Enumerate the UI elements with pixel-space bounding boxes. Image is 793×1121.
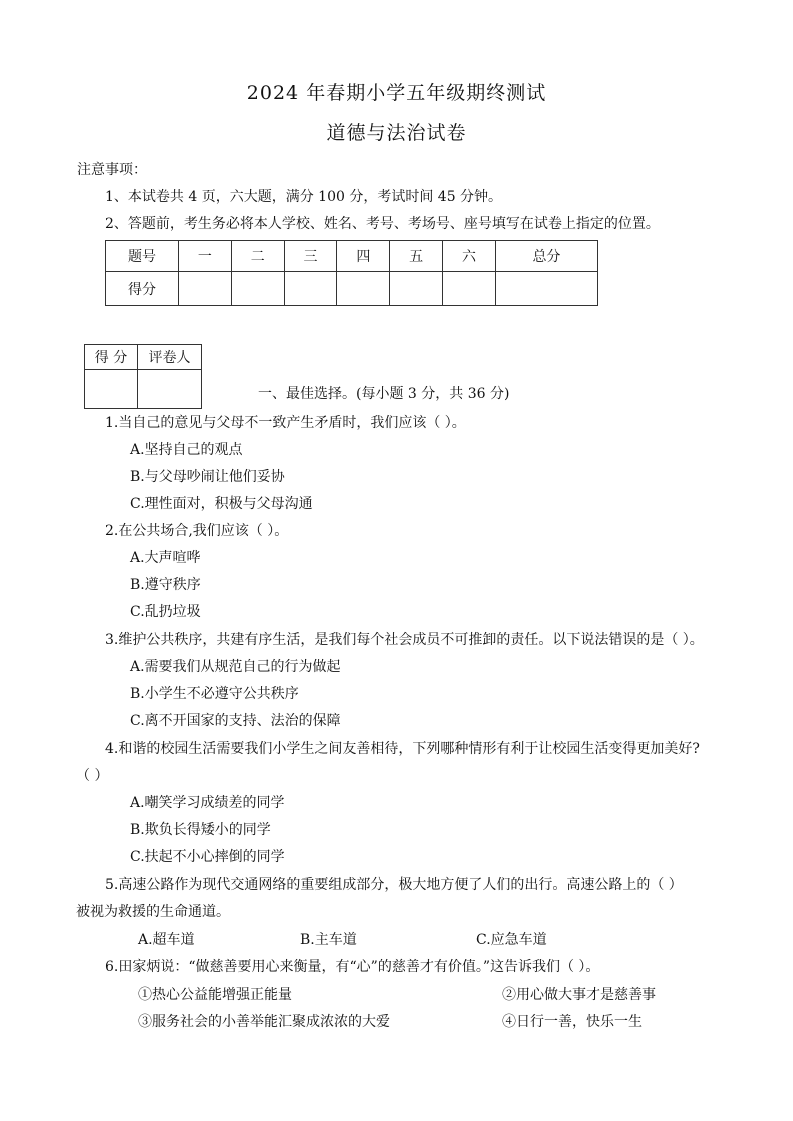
question-3-option-b: B.小学生不必遵守公共秩序 (130, 686, 299, 702)
question-6-option-4: ④日行一善，快乐一生 (502, 1014, 642, 1030)
grader-score-label: 得 分 (85, 345, 138, 370)
note-item-1: 1、本试卷共 4 页，六大题，满分 100 分，考试时间 45 分钟。 (105, 189, 503, 205)
question-6-option-3: ③服务社会的小善举能汇聚成浓浓的大爱 (138, 1014, 390, 1030)
score-header-cell: 六 (443, 241, 496, 272)
score-table (105, 240, 598, 306)
question-1-option-a: A.坚持自己的观点 (130, 442, 243, 458)
grader-name-label: 评卷人 (138, 345, 202, 370)
question-2-option-c: C.乱扔垃圾 (130, 604, 201, 620)
score-table-score-row (106, 272, 598, 306)
question-3-option-a: A.需要我们从规范自己的行为做起 (130, 659, 341, 675)
question-1-stem: 1.当自己的意见与父母不一致产生矛盾时，我们应该（ ）。 (105, 415, 466, 431)
question-5-option-b: B.主车道 (300, 932, 357, 948)
question-2-option-a: A.大声喧哗 (130, 550, 201, 566)
question-6-stem: 6.田家炳说：“做慈善要用心来衡量，有“心”的慈善才有价值。”这告诉我们（ ）。 (105, 959, 600, 975)
question-5-option-a: A.超车道 (138, 932, 195, 948)
score-cell (443, 272, 496, 306)
grader-score-cell (85, 370, 138, 409)
question-4-stem: 4.和谐的校园生活需要我们小学生之间友善相待，下列哪种情形有利于让校园生活变得更加美好? (105, 741, 700, 757)
score-cell (495, 272, 597, 306)
question-1-option-c: C.理性面对，积极与父母沟通 (130, 496, 313, 512)
question-4-option-c: C.扶起不小心摔倒的同学 (130, 849, 285, 865)
question-4-option-b: B.欺负长得矮小的同学 (130, 822, 271, 838)
question-1-option-b: B.与父母吵闹让他们妥协 (130, 469, 285, 485)
exam-subtitle: 道德与法治试卷 (326, 122, 467, 144)
question-6-option-1: ①热心公益能增强正能量 (138, 987, 292, 1003)
notes-heading: 注意事项： (77, 162, 147, 178)
score-header-cell: 二 (231, 241, 284, 272)
question-2-stem: 2.在公共场合,我们应该（ ）。 (105, 523, 289, 539)
question-5-stem-cont: 被视为救援的生命通道。 (76, 904, 230, 920)
score-header-cell: 五 (390, 241, 443, 272)
question-3-stem: 3.维护公共秩序，共建有序生活，是我们每个社会成员不可推卸的责任。以下说法错误的是（ ）。 (105, 632, 704, 648)
question-4-option-a: A.嘲笑学习成绩差的同学 (130, 795, 285, 811)
score-cell (390, 272, 443, 306)
score-header-cell: 总分 (495, 241, 597, 272)
score-cell (231, 272, 284, 306)
score-cell (337, 272, 390, 306)
question-5-option-c: C.应急车道 (476, 932, 547, 948)
question-6-option-2: ②用心做大事才是慈善事 (502, 987, 656, 1003)
score-header-cell: 一 (179, 241, 232, 272)
exam-title: 2024 年春期小学五年级期终测试 (246, 82, 547, 104)
score-header-cell: 题号 (106, 241, 179, 272)
grader-name-cell (138, 370, 202, 409)
note-item-2: 2、答题前，考生务必将本人学校、姓名、考号、考场号、座号填写在试卷上指定的位置。 (105, 216, 660, 232)
score-row-label: 得分 (106, 272, 179, 306)
question-4-stem-cont: （ ） (76, 768, 109, 784)
score-header-cell: 四 (337, 241, 390, 272)
score-header-cell: 三 (284, 241, 337, 272)
grader-table (84, 344, 202, 409)
section-title: 一、最佳选择。(每小题 3 分，共 36 分) (258, 386, 510, 402)
score-cell (284, 272, 337, 306)
question-3-option-c: C.离不开国家的支持、法治的保障 (130, 713, 341, 729)
question-5-stem: 5.高速公路作为现代交通网络的重要组成部分，极大地方便了人们的出行。高速公路上的（ ） (105, 877, 683, 893)
score-table-header-row (106, 241, 598, 272)
question-2-option-b: B.遵守秩序 (130, 577, 201, 593)
score-cell (179, 272, 232, 306)
